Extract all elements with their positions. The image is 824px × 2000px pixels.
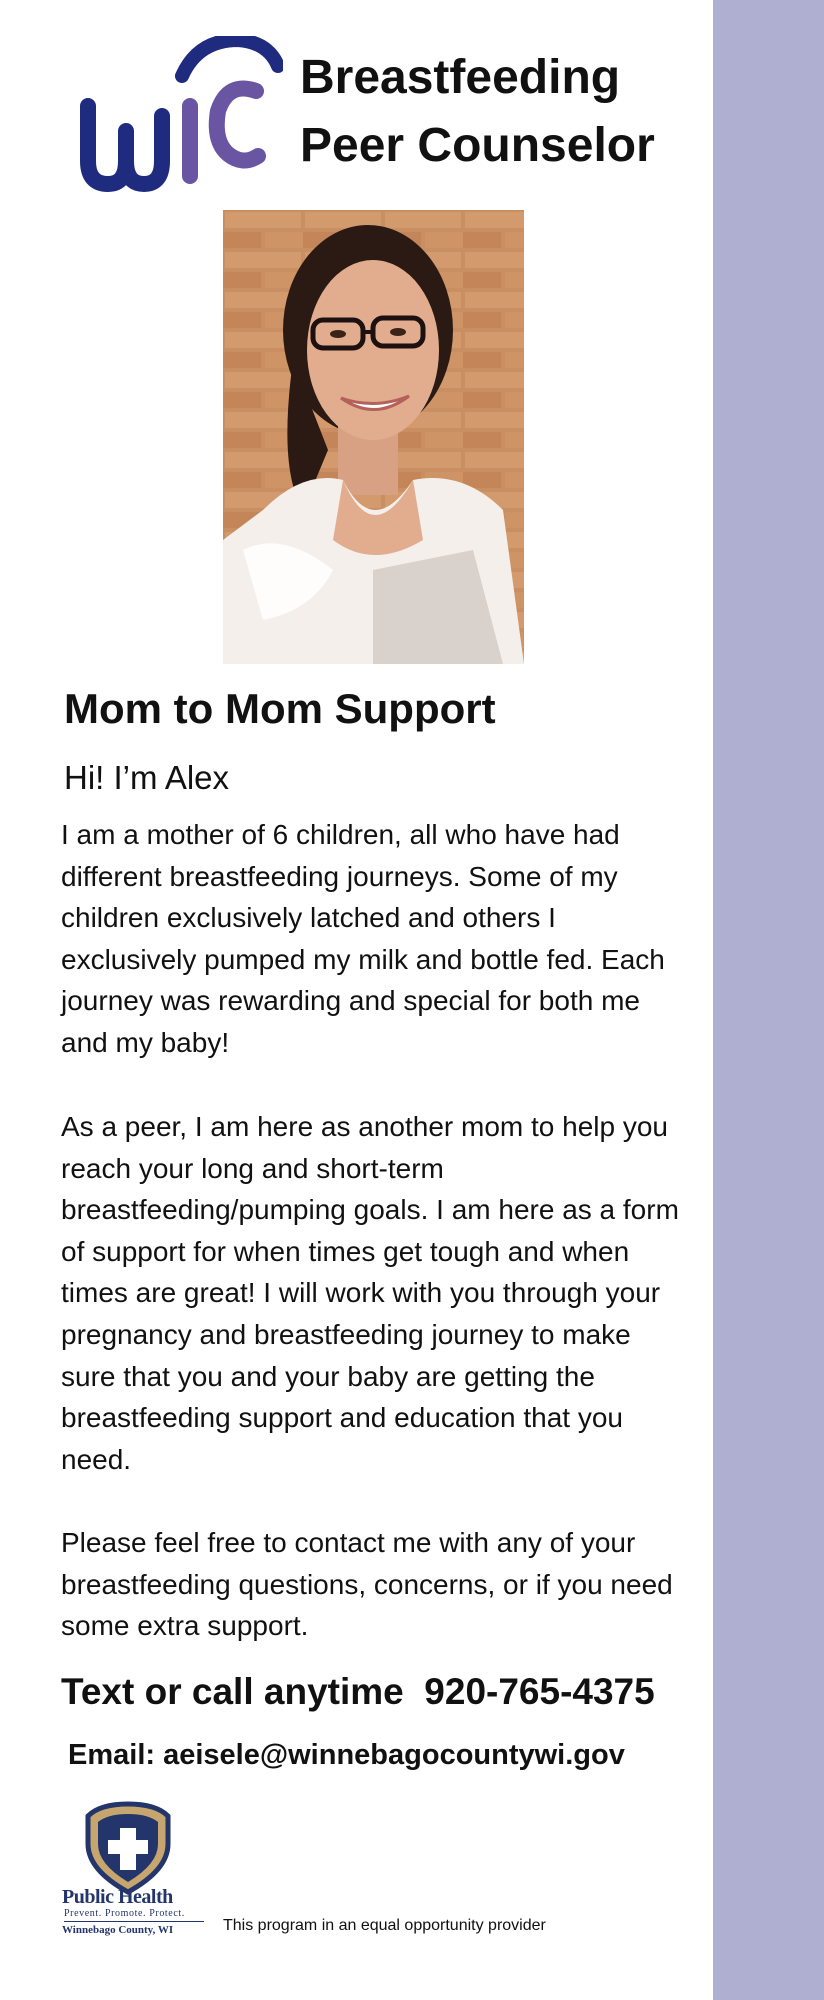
equal-opportunity-statement: This program in an equal opportunity provider: [223, 1917, 546, 1934]
phone-contact: [61, 1666, 701, 1718]
wic-logo-icon: [78, 36, 283, 198]
public-health-tagline: Prevent. Promote. Protect.: [64, 1908, 204, 1922]
phone-label: Text or call anytime: [61, 1671, 404, 1712]
counselor-photo: [223, 210, 524, 664]
public-health-title: Public Health: [62, 1886, 173, 1908]
greeting-text: Hi! I’m Alex: [64, 759, 230, 796]
phone-number-link[interactable]: 920-765-4375: [424, 1671, 655, 1712]
email-label: Email:: [68, 1739, 156, 1771]
title-line-1: Breastfeeding: [300, 51, 621, 104]
counselor-portrait-icon: [223, 210, 524, 664]
public-health-county: Winnebago County, WI: [62, 1924, 174, 1936]
email-contact: [68, 1732, 708, 1778]
bio-paragraph-3: Please feel free to contact me with any of your breastfeeding questions, concerns, or if you need some extra support.: [61, 1527, 673, 1642]
email-address-link[interactable]: aeisele@winnebagocountywi.gov: [163, 1739, 625, 1771]
bio-paragraph-1: I am a mother of 6 children, all who have had different breastfeeding journeys. Some of my children exclusively latched and others I exclusively pumped my milk and bottle fed. Each journey was rewarding and special for both me and my baby!: [61, 819, 665, 1058]
title-line-2: Peer Counselor: [300, 119, 655, 172]
page-title: [300, 44, 700, 180]
bio-paragraph-2: As a peer, I am here as another mom to help you reach your long and short-term breastfeeding/pumping goals. I am here as a form of support for when times get tough and when times are great! I will work with you through your pregnancy and breastfeeding journey to make sure that you and your baby are getting the breastfeeding support and education that you need.: [61, 1111, 679, 1475]
side-color-band: [713, 0, 824, 2000]
section-heading: Mom to Mom Support: [64, 685, 496, 732]
